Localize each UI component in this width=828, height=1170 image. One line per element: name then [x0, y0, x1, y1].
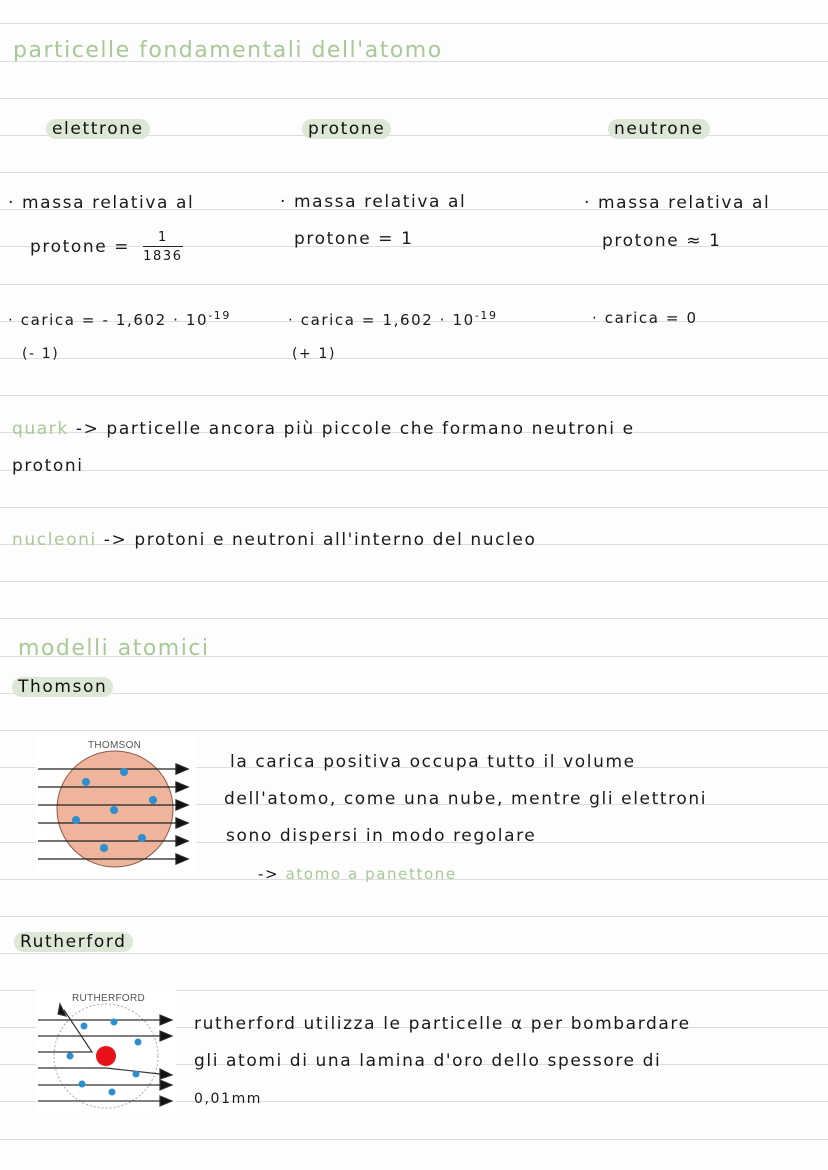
page-title: particelle fondamentali dell'atomo	[13, 38, 443, 63]
thomson-atom-illustration	[36, 736, 196, 876]
electron-mass-value: protone = $\frac{1}{1836}$	[30, 230, 183, 264]
heading-elettrone: elettrone	[46, 119, 150, 139]
rutherford-diagram	[36, 990, 176, 1112]
models-title: modelli atomici	[18, 636, 210, 661]
heading-neutrone: neutrone	[608, 119, 710, 139]
electron-mass-fraction: $\frac{1}{1836}$	[143, 230, 183, 264]
thomson-text-line-3: sono dispersi in modo regolare	[226, 826, 537, 846]
thomson-text-line-1: la carica positiva occupa tutto il volume	[230, 752, 636, 772]
proton-charge: · carica = $1,602 \cdot 10^{-19}$	[288, 309, 498, 329]
electron-charge: · carica = - $1,602 \cdot 10^{-19}$	[8, 309, 231, 329]
neutron-mass-value: protone ≈ 1	[602, 231, 722, 251]
electron-mass-label: · massa relativa al	[8, 193, 195, 213]
nucleoni-term: nucleoni	[12, 530, 97, 550]
electron-relative-charge: (- 1)	[22, 346, 60, 362]
proton-mass-value: protone = 1	[294, 229, 414, 249]
proton-mass-label: · massa relativa al	[280, 192, 467, 212]
quark-definition-cont: protoni	[12, 456, 84, 476]
rutherford-text-line-1: rutherford utilizza le particelle α per bombardare	[194, 1014, 691, 1034]
neutron-charge: · carica = 0	[592, 309, 698, 327]
thomson-diagram	[36, 736, 196, 876]
thomson-nickname: -> atomo a panettone	[258, 865, 457, 883]
thomson-text-line-2: dell'atomo, come una nube, mentre gli elettroni	[224, 789, 708, 809]
rutherford-diagram-label: RUTHERFORD	[72, 993, 145, 1004]
quark-definition: quark -> particelle ancora più piccole che formano neutroni e	[12, 419, 635, 439]
rutherford-text-line-3: 0,01mm	[194, 1091, 263, 1107]
thomson-diagram-label: THOMSON	[88, 740, 142, 751]
nucleoni-definition: nucleoni -> protoni e neutroni all'interno del nucleo	[12, 530, 537, 550]
rutherford-text-line-2: gli atomi di una lamina d'oro dello spessore di	[194, 1051, 662, 1071]
quark-term: quark	[12, 419, 69, 439]
heading-rutherford: Rutherford	[14, 932, 133, 952]
heading-protone: protone	[302, 119, 391, 139]
heading-thomson: Thomson	[12, 677, 113, 697]
neutron-mass-label: · massa relativa al	[584, 193, 771, 213]
proton-relative-charge: (+ 1)	[292, 346, 337, 362]
rutherford-atom-illustration	[36, 990, 176, 1112]
